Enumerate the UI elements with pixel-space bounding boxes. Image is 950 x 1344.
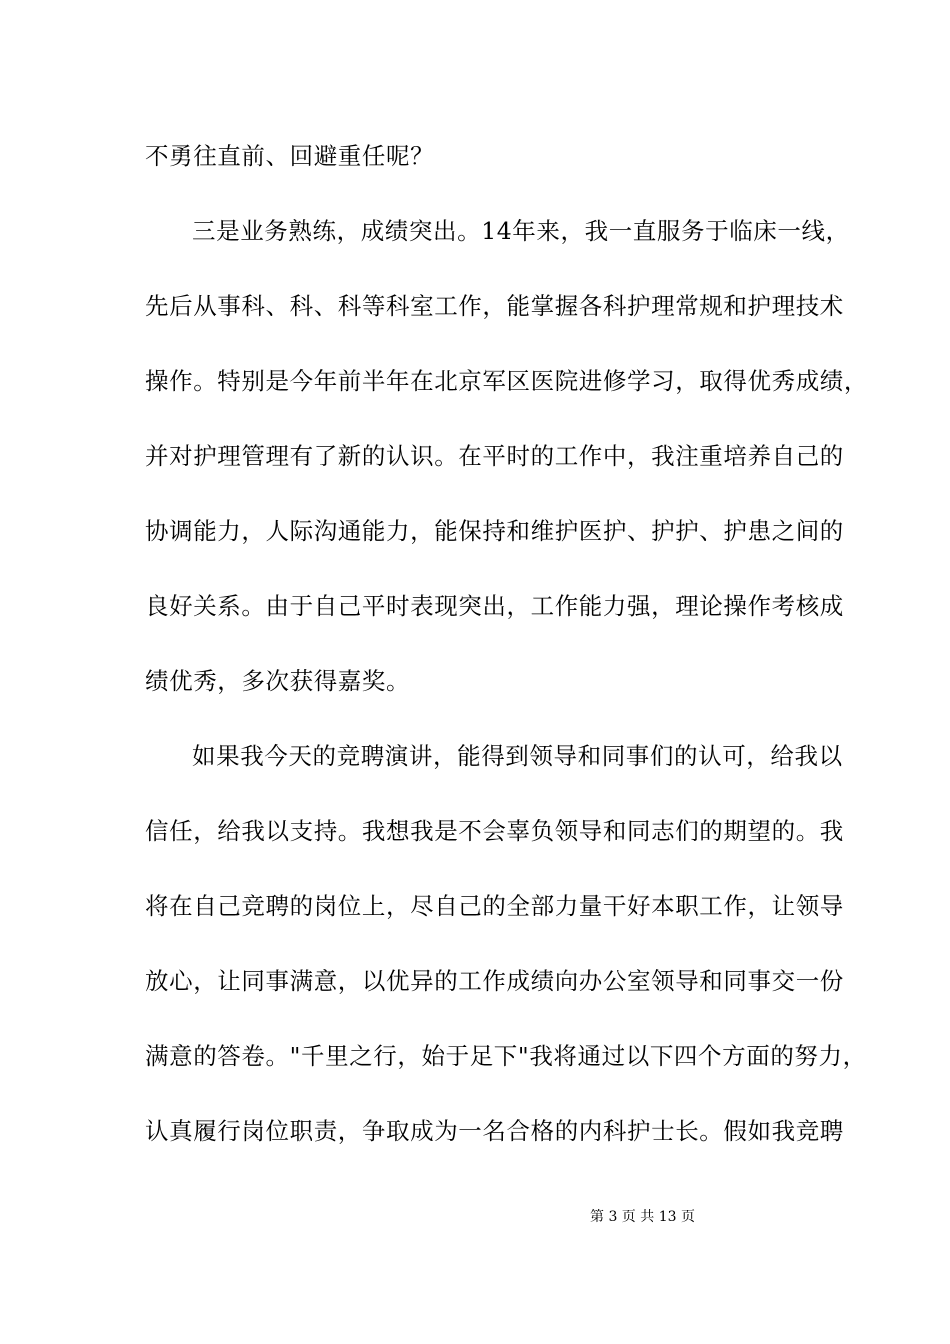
text-line: 绩优秀，多次获得嘉奖。	[145, 667, 411, 695]
text-line: 操作。特别是今年前半年在北京军区医院进修学习，取得优秀成绩，	[145, 367, 868, 395]
paragraph-start-line: 三是业务熟练，成绩突出。14年来，我一直服务于临床一线，	[192, 217, 850, 245]
text-line: 先后从事科、科、科等科室工作，能掌握各科护理常规和护理技术	[145, 292, 844, 320]
text-line: 协调能力，人际沟通能力，能保持和维护医护、护护、护患之间的	[145, 517, 844, 545]
text-line: 良好关系。由于自己平时表现突出，工作能力强，理论操作考核成	[145, 592, 844, 620]
paragraph-start-line: 如果我今天的竞聘演讲，能得到领导和同事们的认可，给我以	[192, 742, 843, 770]
text-line: 认真履行岗位职责，争取成为一名合格的内科护士长。假如我竞聘	[145, 1117, 844, 1145]
text-line: 不勇往直前、回避重任呢？	[145, 142, 435, 170]
text-line: 满意的答卷。"千里之行，始于足下"我将通过以下四个方面的努力，	[145, 1042, 867, 1070]
text-line: 信任，给我以支持。我想我是不会辜负领导和同志们的期望的。我	[145, 817, 844, 845]
page-number: 第 3 页 共 13 页	[590, 1209, 695, 1225]
text-line: 将在自己竞聘的岗位上，尽自己的全部力量干好本职工作，让领导	[145, 892, 844, 920]
text-line: 放心，让同事满意，以优异的工作成绩向办公室领导和同事交一份	[145, 967, 844, 995]
text-line: 并对护理管理有了新的认识。在平时的工作中，我注重培养自己的	[145, 442, 844, 470]
